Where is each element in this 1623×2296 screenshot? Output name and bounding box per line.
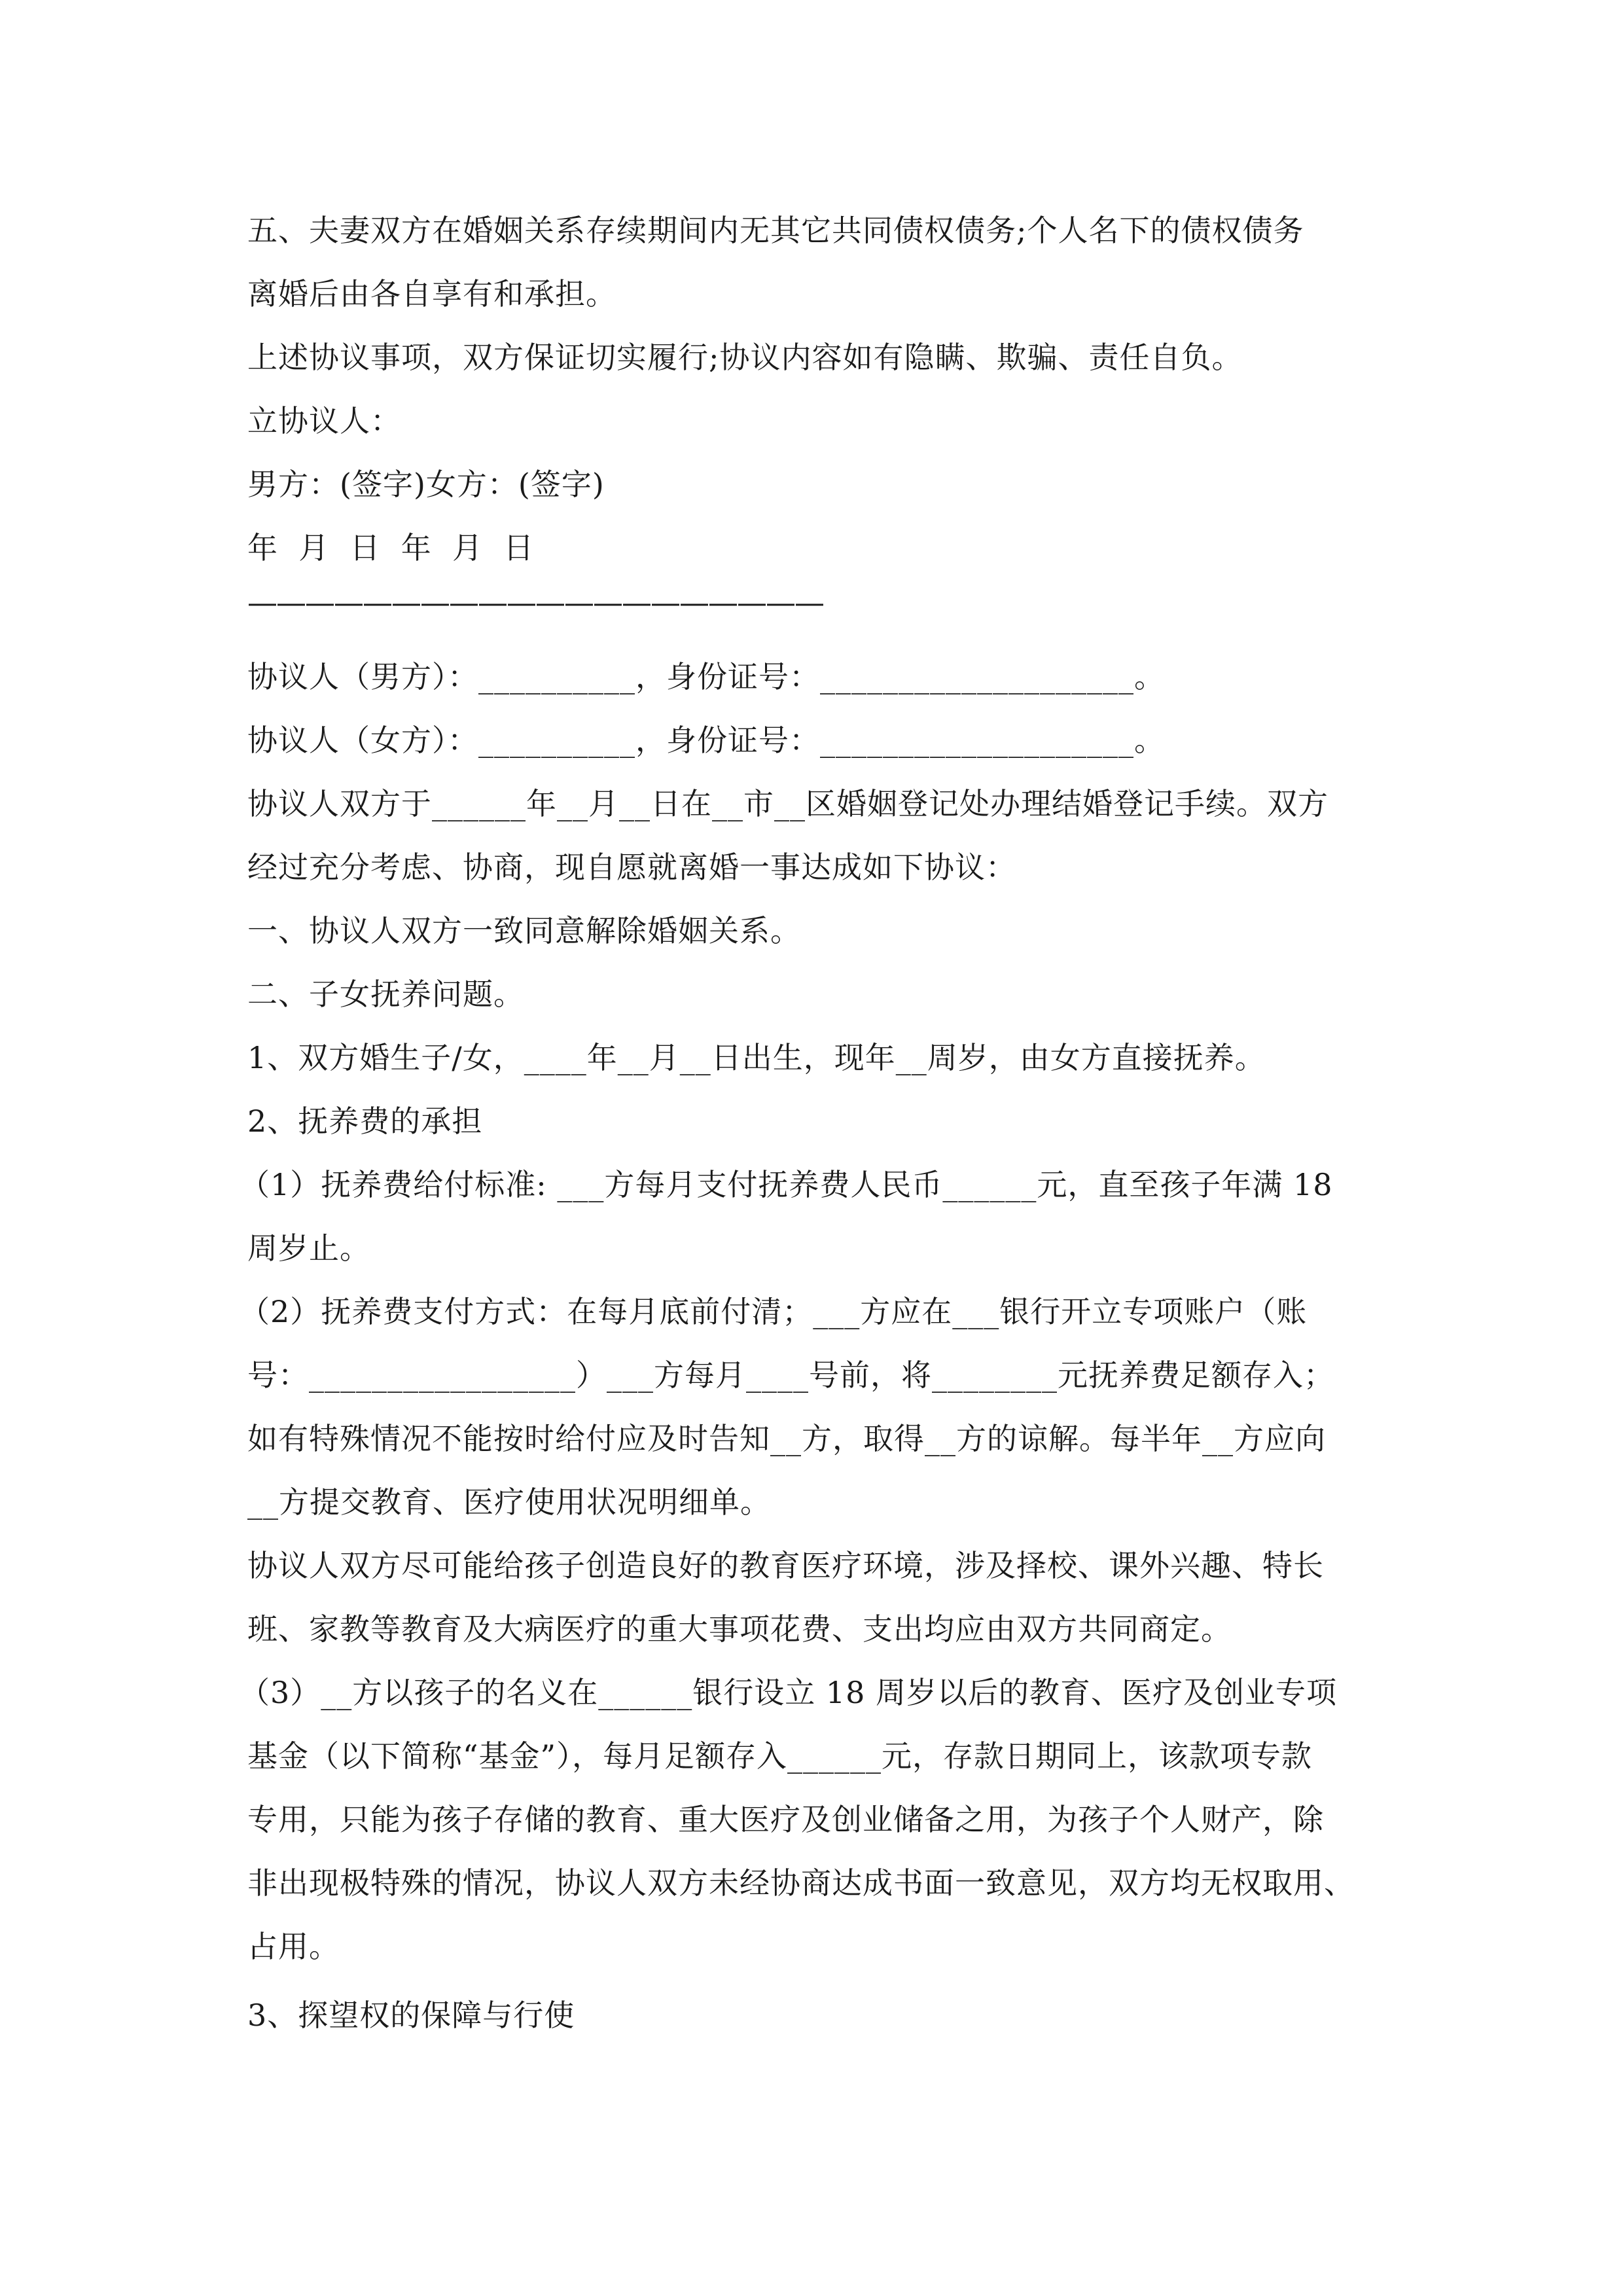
fund-line-1: （3）__方以孩子的名义在______银行设立 18 周岁以后的教育、医疗及创业专项 <box>240 1675 1338 1710</box>
fund-line-3: 专用，只能为孩子存储的教育、重大医疗及创业储备之用，为孩子个人财产，除 <box>247 1802 1324 1837</box>
signatories-label: 立协议人： <box>247 403 401 439</box>
visitation-heading: 3、探望权的保障与行使 <box>247 1998 575 2033</box>
marriage-registration-line-1: 协议人双方于______年__月__日在__市__区婚姻登记处办理结婚登记手续。双方 <box>247 786 1329 821</box>
separator-rule: ———————————————————— <box>247 584 823 620</box>
clause-1: 一、协议人双方一致同意解除婚姻关系。 <box>247 913 801 948</box>
marriage-registration-line-2: 经过充分考虑、协商，现自愿就离婚一事达成如下协议： <box>247 850 1016 885</box>
fund-line-4: 非出现极特殊的情况，协议人双方未经协商达成书面一致意见，双方均无权取用、 <box>247 1865 1355 1901</box>
payment-method-line-1: （2）抚养费支付方式：在每月底前付清；___方应在___银行开立专项账户（账 <box>240 1294 1308 1329</box>
support-cost-heading: 2、抚养费的承担 <box>247 1103 483 1139</box>
signature-line: 男方：(签字)女方：(签字) <box>247 467 605 502</box>
party-male-line: 协议人（男方）：__________，身份证号：____________________。 <box>247 659 1165 694</box>
education-environment-line-2: 班、家教等教育及大病医疗的重大事项花费、支出均应由双方共同商定。 <box>247 1611 1232 1647</box>
support-standard-line-1: （1）抚养费给付标准: ___方每月支付抚养费人民币______元，直至孩子年满 18 <box>240 1167 1333 1202</box>
child-info-line: 1、双方婚生子/女，____年__月__日出生，现年__周岁，由女方直接抚养。 <box>247 1040 1266 1075</box>
education-environment-line-1: 协议人双方尽可能给孩子创造良好的教育医疗环境，涉及择校、课外兴趣、特长 <box>247 1548 1324 1583</box>
fund-line-2: 基金（以下简称“基金”），每月足额存入______元，存款日期同上，该款项专款 <box>247 1738 1313 1774</box>
payment-method-line-2: 号：_________________）___方每月____号前，将________元抚养费足额存入； <box>247 1357 1334 1393</box>
guarantee-statement: 上述协议事项，双方保证切实履行;协议内容如有隐瞒、欺骗、责任自负。 <box>247 340 1243 375</box>
clause-5-line-2: 离婚后由各自享有和承担。 <box>247 276 616 312</box>
party-female-line: 协议人（女方）：__________，身份证号：____________________。 <box>247 723 1165 758</box>
date-line: 年 月 日 年 月 日 <box>247 530 535 565</box>
payment-method-line-4: __方提交教育、医疗使用状况明细单。 <box>247 1484 771 1520</box>
fund-line-5: 占用。 <box>247 1929 340 1964</box>
support-standard-line-2: 周岁止。 <box>247 1230 370 1266</box>
clause-2-heading: 二、子女抚养问题。 <box>247 977 524 1012</box>
payment-method-line-3: 如有特殊情况不能按时给付应及时告知__方，取得__方的谅解。每半年__方应向 <box>247 1421 1326 1456</box>
clause-5-line-1: 五、夫妻双方在婚姻关系存续期间内无其它共同债权债务;个人名下的债权债务 <box>247 213 1304 248</box>
